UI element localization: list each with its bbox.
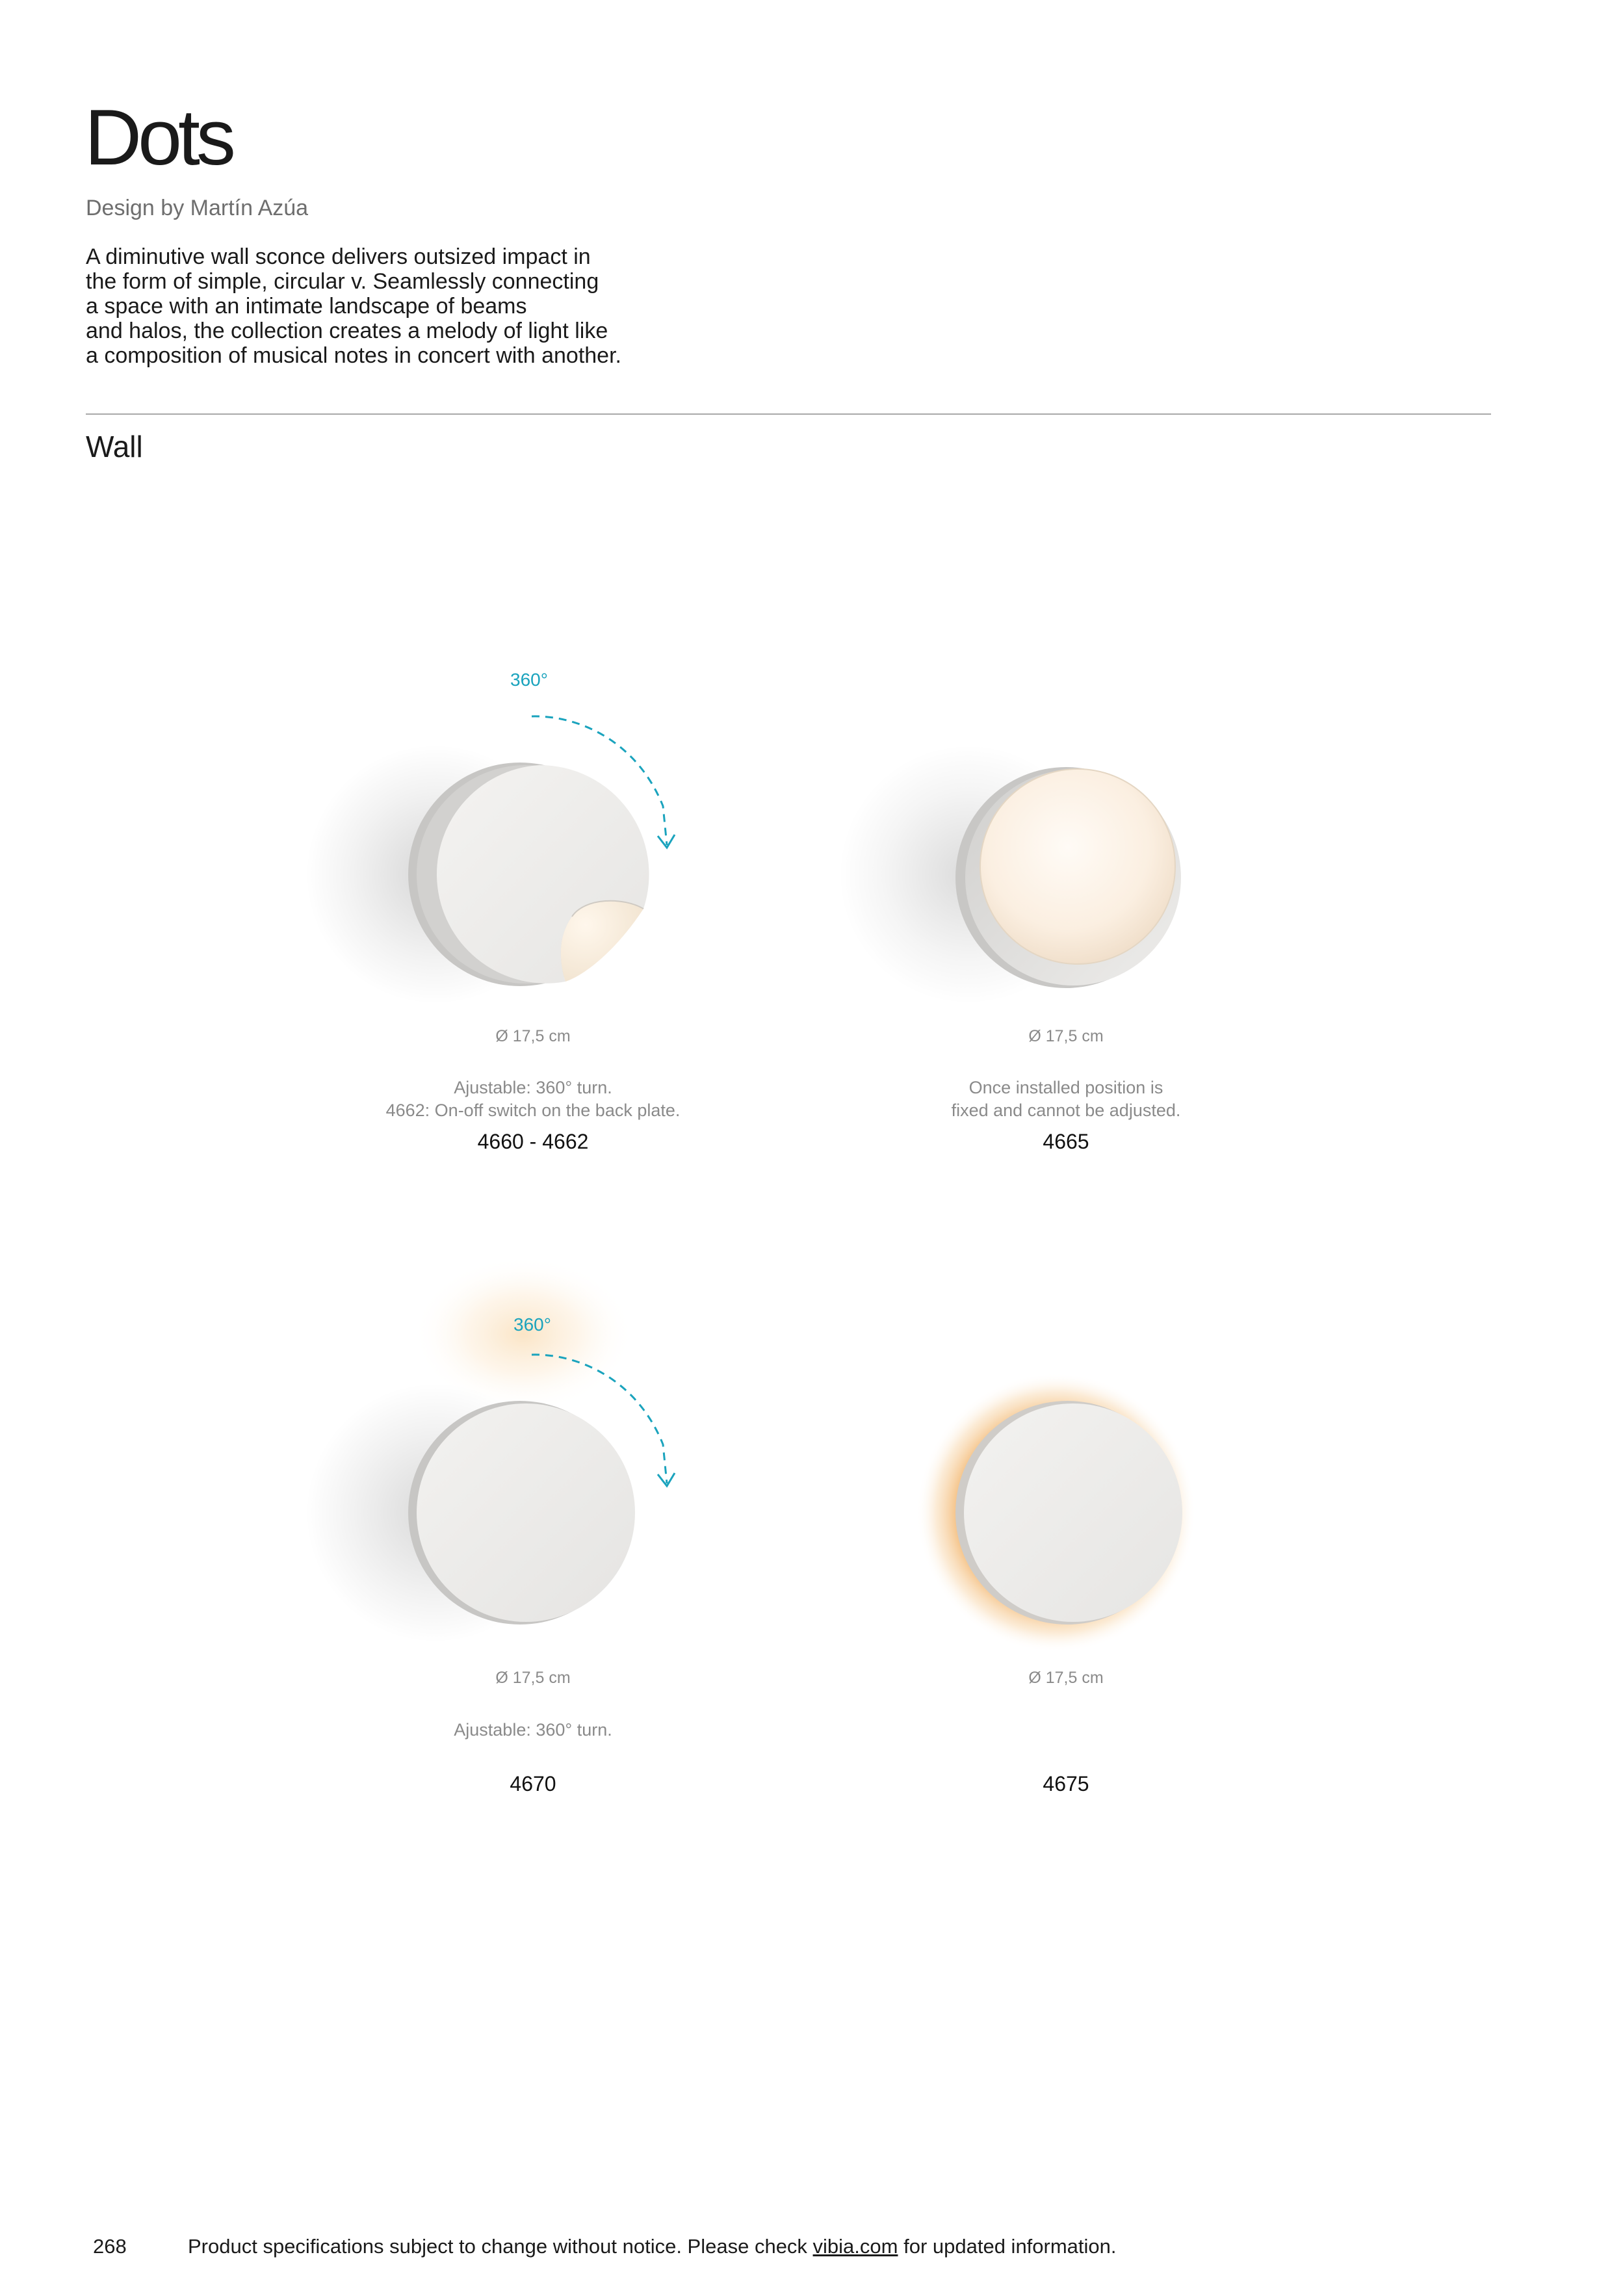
product-note xyxy=(832,1076,1300,1122)
diameter-label: Ø 17,5 cm xyxy=(495,1669,571,1687)
note-line: fixed and cannot be adjusted. xyxy=(951,1101,1181,1120)
note-line: Ajustable: 360° turn. xyxy=(454,1078,612,1097)
footer-text: Product specifications subject to change without notice. Please check xyxy=(188,2235,813,2258)
intro-line: a composition of musical notes in concert with another. xyxy=(86,343,621,368)
page-title: Dots xyxy=(84,93,232,181)
product-code: 4675 xyxy=(1043,1772,1089,1795)
product-code: 4670 xyxy=(510,1772,556,1795)
footer-link[interactable]: vibia.com xyxy=(812,2235,898,2258)
page-number: 268 xyxy=(93,2235,127,2258)
diameter-label: Ø 17,5 cm xyxy=(495,1027,571,1045)
product-code: 4660 - 4662 xyxy=(477,1130,589,1153)
intro-line: and halos, the collection creates a melody of light like xyxy=(86,319,608,343)
product-code: 4665 xyxy=(1043,1130,1089,1153)
product-note xyxy=(299,1719,767,1742)
lamp-image-4675 xyxy=(832,1295,1300,1659)
product-card-4660 xyxy=(299,650,767,1196)
section-title: Wall xyxy=(86,430,143,463)
note-line: Ajustable: 360° turn. xyxy=(454,1720,612,1740)
footer-text-end: for updated information. xyxy=(898,2235,1117,2258)
diameter-label: Ø 17,5 cm xyxy=(1028,1669,1104,1687)
footer xyxy=(93,2235,1117,2258)
lamp-image-4670 xyxy=(299,1295,767,1659)
lamp-image-4665 xyxy=(832,650,1300,1014)
product-note xyxy=(299,1076,767,1122)
designer-credit: Design by Martín Azúa xyxy=(86,196,309,220)
intro-paragraph xyxy=(86,244,736,368)
intro-line: the form of simple, circular v. Seamlessly connecting xyxy=(86,269,599,294)
rotation-label: 360° xyxy=(513,1314,551,1335)
note-line: 4662: On-off switch on the back plate. xyxy=(385,1101,681,1120)
diameter-label: Ø 17,5 cm xyxy=(1028,1027,1104,1045)
product-card-4675 xyxy=(832,1295,1300,1815)
intro-line: a space with an intimate landscape of beams xyxy=(86,294,527,319)
rotation-label: 360° xyxy=(510,670,548,690)
intro-line: A diminutive wall sconce delivers outsized impact in xyxy=(86,244,591,269)
lamp-image-4660 xyxy=(299,650,767,1014)
product-card-4665 xyxy=(832,650,1300,1196)
note-line: Once installed position is xyxy=(968,1078,1163,1097)
product-card-4670 xyxy=(299,1295,767,1815)
section-divider xyxy=(86,413,1491,415)
